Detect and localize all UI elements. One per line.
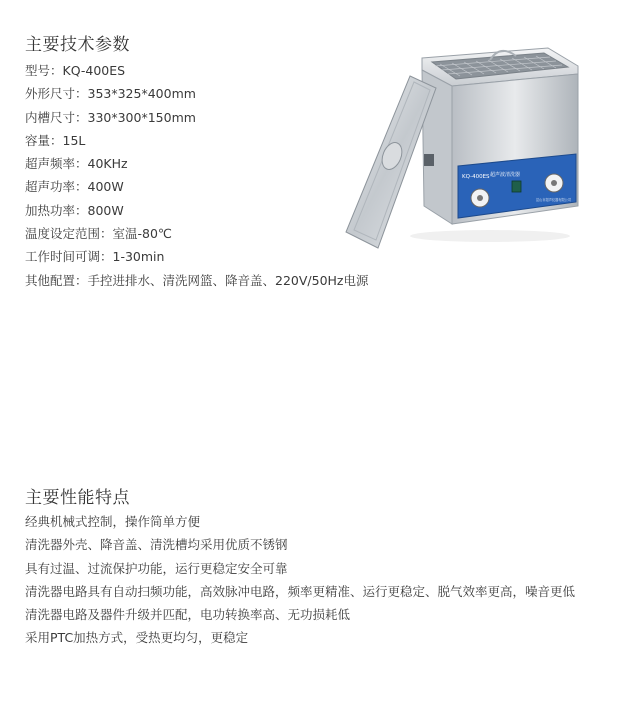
feature-item: 清洗器电路具有自动扫频功能，高效脉冲电路，频率更精准、运行更稳定、脱气效率更高，噪音更低: [25, 583, 576, 599]
panel-maker-label: 昆山市超声仪器有限公司: [536, 198, 572, 202]
panel-model-label: KQ-400ES: [462, 174, 490, 180]
spec-item: 加热功率：800W: [25, 202, 124, 218]
feature-item: 清洗器外壳、降音盖、清洗槽均采用优质不锈钢: [25, 537, 288, 553]
spec-item: 温度设定范围：室温-80℃: [25, 226, 172, 242]
spec-item: 型号：KQ-400ES: [25, 63, 126, 78]
product-image: [340, 36, 580, 251]
spec-item: 超声频率：40KHz: [25, 156, 128, 172]
spec-item: 外形尺寸：353*325*400mm: [25, 86, 196, 102]
spec-item: 容量：15L: [25, 132, 86, 148]
spec-item: 其他配置：手控进排水、清洗网篮、降音盖、220V/50Hz电源: [25, 272, 369, 288]
feature-item: 采用PTC加热方式，受热更均匀，更稳定: [25, 630, 249, 646]
ultrasonic-cleaner-illustration: [340, 36, 580, 251]
spec-item: 超声功率：400W: [25, 179, 124, 195]
features-list: [25, 510, 625, 650]
feature-item: 清洗器电路及器件升级并匹配，电功转换率高、无功损耗低: [25, 607, 351, 623]
specs-list: [25, 59, 369, 292]
specs-title: 主要技术参数: [25, 35, 130, 55]
spec-item: 工作时间可调：1-30min: [25, 249, 165, 265]
features-title: 主要性能特点: [25, 488, 130, 508]
feature-item: 经典机械式控制，操作简单方便: [25, 514, 201, 529]
spec-item: 内槽尺寸：330*300*150mm: [25, 109, 196, 125]
feature-item: 具有过温、过流保护功能，运行更稳定安全可靠: [25, 560, 288, 576]
panel-name-label: 超声波清洗器: [490, 172, 521, 178]
